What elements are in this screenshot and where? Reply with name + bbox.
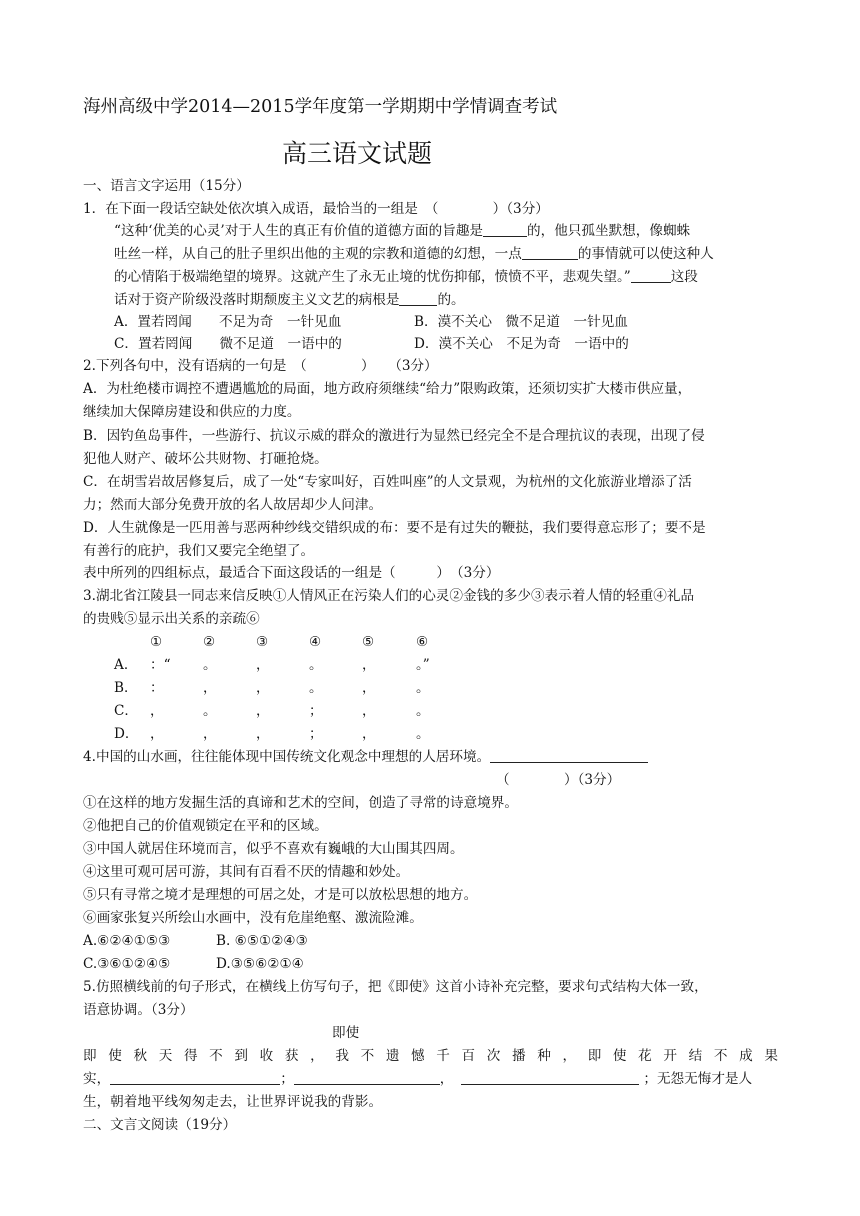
poem-char: 使 [108, 1048, 122, 1064]
q1-passage-line [114, 245, 714, 264]
table-cell: ； [309, 703, 323, 719]
poem-char: 不 [209, 1048, 223, 1064]
q5-stem-cont: 语意协调。（3分） [83, 1002, 194, 1018]
q1-option-a: A．置若罔闻 不足为奇 一针见血 [114, 314, 342, 330]
table-cell: ， [256, 657, 270, 673]
table-cell: ， [362, 657, 376, 673]
poem-char: 果 [764, 1048, 778, 1064]
q4-option-d: D.③⑤⑥②①④ [216, 956, 304, 972]
q1-option-b: B．漠不关心 微不足道 一针见血 [414, 314, 628, 330]
table-header-6: ⑥ [416, 634, 429, 650]
q2-option-c-cont: 力；然而大部分免费开放的名人故居却少人问津。 [83, 497, 383, 513]
q1-passage-line [114, 268, 698, 287]
poem-char: 成 [739, 1048, 753, 1064]
table-header-4: ④ [309, 634, 322, 650]
poem-char: 我 [335, 1048, 349, 1064]
poem-text: ；无怨无悔才是人 [643, 1071, 753, 1087]
fill-blank [110, 1070, 280, 1085]
fill-blank [294, 1070, 440, 1085]
q1-text: 的，他只孤坐默想，像蜘蛛 [527, 223, 691, 239]
q3-intro: 表中所列的四组标点，最适合下面这段话的一组是（ ） （3分） [83, 565, 500, 581]
poem-char: 结 [688, 1048, 703, 1064]
poem-char: 即 [587, 1048, 602, 1064]
poem-char: 开 [663, 1048, 677, 1064]
q4-item-5: ⑤只有寻常之境才是理想的可居之处，才是可以放松思想的地方。 [83, 887, 478, 903]
table-cell: ， [362, 680, 376, 696]
poem-char: ， [310, 1048, 324, 1064]
table-cell: ， [150, 703, 164, 719]
q2-option-b-cont: 犯他人财产、破坏公共财物、打砸抢烧。 [83, 451, 328, 467]
poem-char: 憾 [411, 1048, 425, 1064]
q4-stem: 4.中国的山水画，往往能体现中国传统文化观念中理想的人居环境。 [83, 749, 491, 765]
table-cell: ， [150, 726, 164, 742]
poem-char: 遗 [385, 1048, 400, 1064]
q2-option-d-cont: 有善行的庇护，我们又要完全绝望了。 [83, 543, 315, 559]
poem-char: 天 [158, 1048, 173, 1064]
q3-stem: 3.湖北省江陵县一同志来信反映①人情风正在污染人们的心灵②金钱的多少③表示着人情的轻重④礼品 [83, 588, 695, 604]
table-row-label: A． [114, 657, 138, 673]
q4-score: （ ）（3分） [496, 772, 621, 788]
section-heading: 二、文言文阅读（19分） [83, 1117, 237, 1133]
q1-text: 的心情陷于极端绝望的境界。这就产生了永无止境的忧伤抑郁，愤愤不平，悲观失望。” [114, 269, 631, 285]
table-cell: ， [203, 726, 217, 742]
q1-text: 的事情就可以使这种人 [577, 246, 714, 262]
fill-blank [522, 245, 578, 260]
table-cell: ， [256, 726, 270, 742]
q1-option-d: D．漠不关心 不足为奇 一语中的 [414, 336, 629, 352]
q1-text: “这种‘优美的心灵’对于人生的真正有价值的道德方面的旨趣是 [114, 223, 484, 239]
poem-text: ； [280, 1071, 294, 1087]
poem-char: ， [562, 1048, 577, 1064]
poem-char: 次 [486, 1048, 501, 1064]
table-cell: ：“ [150, 657, 171, 673]
q1-option-c: C．置若罔闻 微不足道 一语中的 [114, 336, 342, 352]
table-cell: 。 [416, 726, 430, 742]
poem-char: 种 [537, 1048, 551, 1064]
q4-option-b: B. ⑥⑤①②④③ [216, 933, 308, 949]
poem-char: 使 [612, 1048, 627, 1064]
poem-char: 获 [284, 1048, 299, 1064]
table-cell: ， [362, 726, 376, 742]
table-row-label: C． [114, 703, 138, 719]
fill-blank [483, 222, 527, 237]
fill-blank [461, 1070, 639, 1085]
table-cell: 。 [416, 680, 430, 696]
poem-char: 得 [183, 1048, 198, 1064]
table-row-label: D． [114, 726, 139, 742]
answer-blank [490, 748, 648, 763]
poem-char: 百 [461, 1048, 476, 1064]
q1-stem: 1．在下面一段话空缺处依次填入成语，最恰当的一组是 （ ）（3分） [83, 201, 549, 217]
q4-item-3: ③中国人就居住环境而言，似乎不喜欢有巍峨的大山围其四周。 [83, 841, 464, 857]
q1-text: 话对于资产阶级没落时期颓废主义文艺的病根是 [114, 292, 400, 308]
table-cell: 。 [416, 703, 430, 719]
q4-item-4: ④这里可观可居可游，其间有百看不厌的情趣和妙处。 [83, 864, 410, 880]
table-cell: ； [309, 726, 323, 742]
poem-line-3: 生，朝着地平线匆匆走去，让世界评说我的背影。 [83, 1094, 383, 1110]
q4-stem-line [83, 748, 648, 767]
q1-text: 吐丝一样，从自己的肚子里织出他的主观的宗教和道德的幻想，一点 [114, 246, 522, 262]
q4-option-c: C.③⑥①②④⑤ [83, 956, 171, 972]
table-cell: 。 [203, 703, 217, 719]
table-cell: ， [256, 703, 270, 719]
poem-char: 到 [234, 1048, 248, 1064]
poem-char: 播 [511, 1048, 526, 1064]
q5-stem: 5.仿照横线前的句子形式，在横线上仿写句子，把《即使》这首小诗补充完整，要求句式结构大体一致， [83, 979, 708, 995]
poem-title: 即使 [332, 1025, 360, 1041]
q2-stem: 2.下列各句中，没有语病的一句是 （ ） （3分） [83, 358, 438, 374]
poem-char: 收 [259, 1048, 274, 1064]
table-cell: 。 [309, 680, 323, 696]
table-cell: ： [150, 680, 164, 696]
poem-char: 不 [360, 1048, 375, 1064]
poem-line-1 [83, 1047, 778, 1066]
q2-option-c: C．在胡雪岩故居修复后，成了一处“专家叫好，百姓叫座”的人文景观，为杭州的文化旅游业增添了活 [83, 474, 692, 490]
exam-header: 海州高级中学2014—2015学年度第一学期期中学情调查考试 [83, 97, 558, 117]
q3-stem-cont: 的贵贱⑤显示出关系的亲疏⑥ [83, 611, 260, 627]
q2-option-b: B．因钓鱼岛事件，一些游行、抗议示威的群众的激进行为显然已经完全不是合理抗议的表现，出现了侵 [83, 428, 705, 444]
table-cell: 。” [416, 657, 430, 673]
table-header-2: ② [203, 634, 216, 650]
q1-text: 这段 [670, 269, 698, 285]
poem-char: 花 [638, 1048, 652, 1064]
table-header-3: ③ [256, 634, 269, 650]
q4-option-a: A.⑥②④①⑤③ [83, 933, 171, 949]
fill-blank [631, 268, 671, 283]
poem-line-2 [83, 1070, 752, 1089]
table-cell: ， [362, 703, 376, 719]
fill-blank [399, 291, 437, 306]
table-cell: 。 [203, 657, 217, 673]
table-header-5: ⑤ [362, 634, 375, 650]
q2-option-a: A．为杜绝楼市调控不遭遇尴尬的局面，地方政府须继续“给力”限购政策，还须切实扩大楼市供应量， [83, 381, 692, 397]
poem-char: 千 [436, 1048, 450, 1064]
q4-item-6: ⑥画家张复兴所绘山水画中，没有危崖绝壑、激流险滩。 [83, 910, 423, 926]
page-title: 高三语文试题 [282, 139, 433, 168]
q1-passage-line [114, 222, 690, 241]
poem-char: 即 [83, 1048, 97, 1064]
table-header-1: ① [150, 634, 163, 650]
poem-text: 实， [83, 1071, 111, 1087]
q4-item-1: ①在这样的地方发掘生活的真谛和艺术的空间，创造了寻常的诗意境界。 [83, 795, 518, 811]
poem-char: 不 [713, 1048, 728, 1064]
q2-option-d: D．人生就像是一匹用善与恶两种纱线交错织成的布：要不是有过失的鞭挞，我们要得意忘形了；要不是 [83, 520, 706, 536]
q1-passage-line [114, 291, 465, 310]
poem-char: 秋 [133, 1048, 148, 1064]
poem-text: ， [439, 1071, 454, 1087]
table-cell: ， [256, 680, 270, 696]
q2-option-a-cont: 继续加大保障房建设和供应的力度。 [83, 404, 301, 420]
q1-text: 的。 [437, 292, 465, 308]
table-cell: 。 [309, 657, 323, 673]
section-heading: 一、语言文字运用（15分） [83, 178, 250, 194]
q4-item-2: ②他把自己的价值观锁定在平和的区域。 [83, 818, 328, 834]
table-cell: ， [203, 680, 217, 696]
table-row-label: B． [114, 680, 138, 696]
